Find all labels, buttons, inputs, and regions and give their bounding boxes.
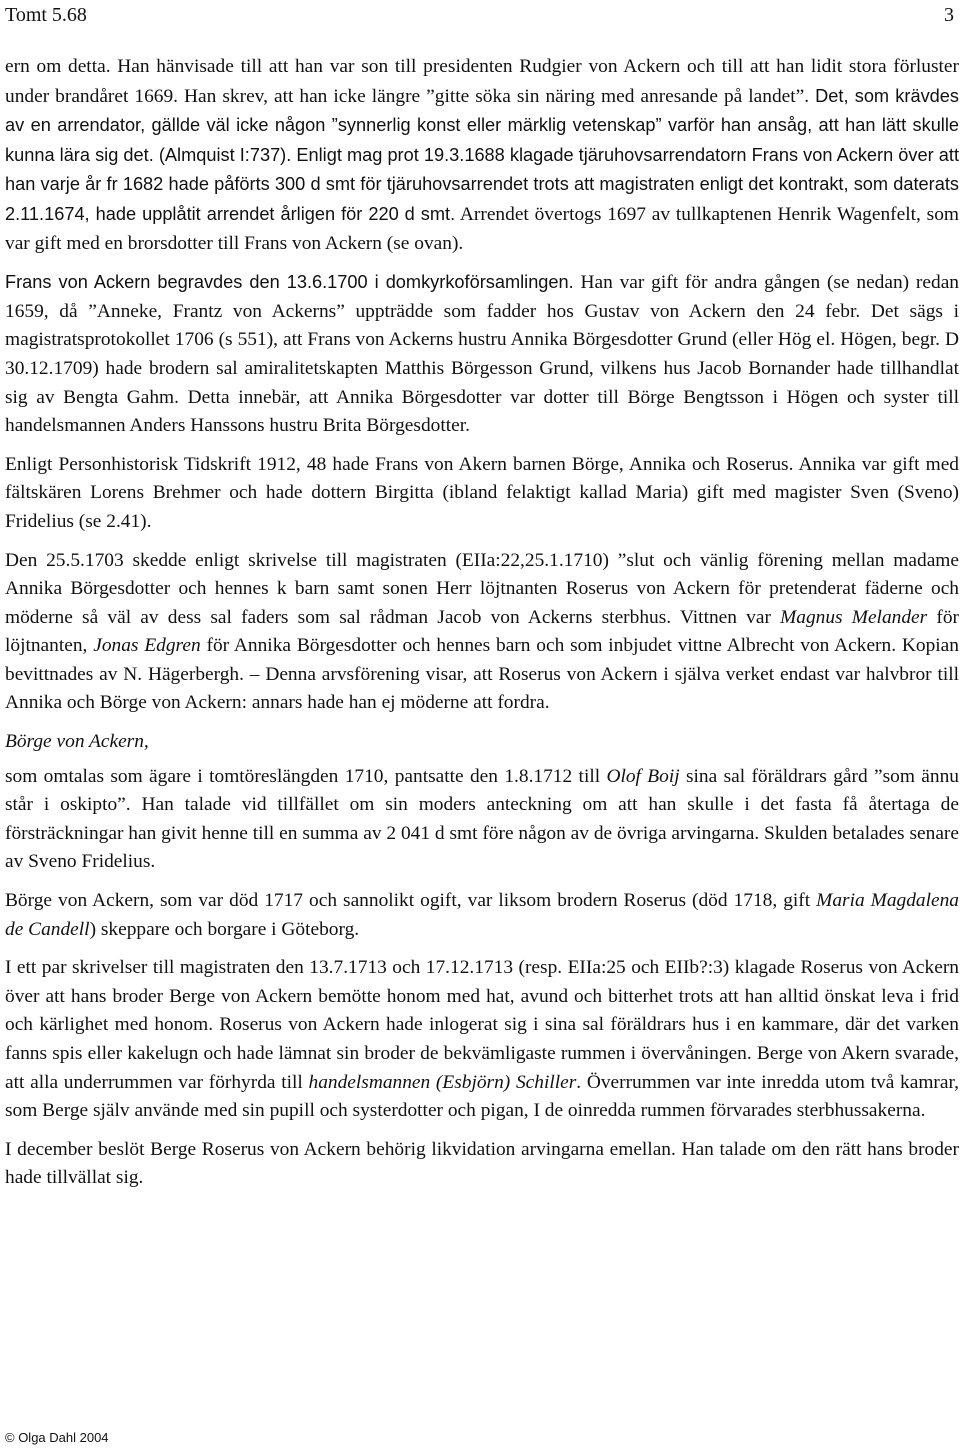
paragraph-1-part-2-sans: Det, som krävdes av en arrendator, gällde väl icke någon ”synnerlig konst eller märklig vetenskap” varför han ansåg, att han lätt skulle kunna lära sig det. (Almquist I:737). Enligt mag prot 19.3.1688 klagade tjäruhovsarrendatorn Frans von Ackern över att han varje år fr 1682 hade påförts 300 d smt för tjäruhovsarrendet trots att magistraten enligt det kontrakt, som daterats 2.11.1674, hade upplåtit arrendet årligen för 220 d smt. bbox=[5, 85, 959, 224]
paragraph-4 bbox=[5, 547, 959, 719]
paragraph-8: I december beslöt Berge Roserus von Ackern behörig likvidation arvingarna emellan. Han talade om den rätt hans broder hade tillvällat sig. bbox=[5, 1138, 959, 1189]
page-number: 3 bbox=[944, 4, 954, 26]
paragraph-2-part-2: Han var gift för andra gången (se nedan) redan 1659, då ”Anneke, Frantz von Ackerns” uppträdde som fadder hos Gustav von Ackern den 24 febr. Det sägs i magistratsprotokollet 1706 (s 551), att Frans von Ackerns hustru Annika Börgesdotter Grund (eller Hög el. Högen, begr. D 30.12.1709) hade brodern sal amiralitetskapten Matthis Börgesson Grund, vilkens hus Jacob Bornander hade tillhandlat sig av Bengta Gahm. Detta innebär, att Annika Börgesdotter var dotter till Börge Bengtsson i Högen och syster till handelsmannen Anders Hanssons hustru Brita Börgesdotter. bbox=[5, 272, 959, 437]
witness-name-2: Jonas Edgren bbox=[93, 635, 201, 657]
paragraph-7 bbox=[5, 954, 959, 1126]
page-footer bbox=[5, 1430, 109, 1446]
document-page bbox=[5, 0, 960, 1452]
paragraph-1 bbox=[5, 53, 959, 258]
copyright-text: © Olga Dahl 2004 bbox=[5, 1430, 109, 1445]
paragraph-6 bbox=[5, 887, 959, 944]
document-body bbox=[5, 53, 959, 1203]
paragraph-6-part-2: ) skeppare och borgare i Göteborg. bbox=[89, 918, 360, 940]
paragraph-3: Enligt Personhistorisk Tidskrift 1912, 48 hade Frans von Akern barnen Börge, Annika och Roserus. Annika var gift med fältskären Lorens Brehmer och hade dottern Birgitta (ibland felaktigt kallad Maria) gift med magister Sven (Sveno) Fridelius (se 2.41). bbox=[5, 453, 959, 532]
paragraph-6-part-1: Börge von Ackern, som var död 1717 och sannolikt ogift, var liksom brodern Roserus (död 1718, gift bbox=[5, 890, 817, 912]
header-title: Tomt 5.68 bbox=[5, 4, 87, 26]
paragraph-4-part-1: Den 25.5.1703 skedde enligt skrivelse till magistraten (EIIa:22,25.1.1710) ”slut och vänlig förening mellan madame Annika Börgesdotter och hennes k barn samt sonen Herr löjtnanten Roserus von Ackern för pretenderat fäderne och möderne så väl av dess sal faders som sal rådman Jacob von Ackerns sterbhus. Vittnen var bbox=[5, 549, 959, 628]
page-header bbox=[5, 1, 960, 31]
paragraph-5-part-2: sina sal föräldrars gård ”som ännu står i oskipto”. Han talade vid tillfället om sin moders anteckning om att han skulle i det fasta få återtaga de försträckningar han givit henne till en summa av 2 041 d smt före någon av de övriga arvingarna. Skulden betalades senare av Sveno Fridelius. bbox=[5, 765, 959, 873]
paragraph-2 bbox=[5, 268, 959, 441]
paragraph-7-part-1: I ett par skrivelser till magistraten den 13.7.1713 och 17.12.1713 (resp. EIIa:25 och EIIb?:3) klagade Roserus von Ackern över att hans broder Berge von Ackern bemötte honom med hat, avund och bitterhet trots att han alltid önskat leva i frid och kärlighet med honom. Roserus von Ackern hade inlogerat sig i sina sal föräldrars hus i en kammare, där det varken fanns spis eller kakelugn och hade lämnat sin broder de bekvämligaste rummen i övervåningen. Berge von Akern svarade, att alla underrummen var förhyrda till bbox=[5, 957, 959, 1093]
person-name-schiller: handelsmannen (Esbjörn) Schiller bbox=[308, 1071, 577, 1093]
section-heading bbox=[5, 728, 959, 757]
witness-name-1: Magnus Melander bbox=[780, 606, 928, 628]
paragraph-4-part-3: för Annika Börgesdotter och hennes barn och som inbjudet vittne Albrecht von Ackern. Kopian bevittnades av N. Hägerbergh. – Denna arvsförening visar, att Roserus von Ackern i själva verket endast var halvbror till Annika och Börge von Ackern: annars hade han ej möderne att fordra. bbox=[5, 635, 959, 714]
section-heading-text: Börge von Ackern, bbox=[5, 731, 149, 753]
paragraph-7-part-2: . Överrummen var inte inredda utom två kamrar, som Berge själv använde med sin pupill och systerdotter och pigan, I de oinredda rummen förvarades sterbhussakerna. bbox=[5, 1071, 960, 1122]
paragraph-5-part-1: som omtalas som ägare i tomtöreslängden 1710, pantsatte den 1.8.1712 till bbox=[5, 765, 607, 787]
paragraph-2-part-1-sans: Frans von Ackern begravdes den 13.6.1700 i domkyrkoförsamlingen. bbox=[5, 272, 574, 293]
paragraph-1-part-3: Arrendet övertogs 1697 av tullkaptenen Henrik Wagenfelt, som var gift med en brorsdotter till Frans von Ackern (se ovan). bbox=[5, 203, 959, 254]
paragraph-5 bbox=[5, 763, 959, 877]
paragraph-4-part-2: för löjtnanten, bbox=[5, 606, 959, 657]
person-name-olof-boij: Olof Boij bbox=[606, 765, 680, 787]
paragraph-1-part-1: ern om detta. Han hänvisade till att han var son till presidenten Rudgier von Ackern och till att han lidit stora förluster under brandåret 1669. Han skrev, att han icke längre ”gitte söka sin näring med anresande på landet”. bbox=[5, 56, 959, 107]
person-name-maria-magdalena: Maria Magdalena de Candell bbox=[5, 890, 959, 940]
